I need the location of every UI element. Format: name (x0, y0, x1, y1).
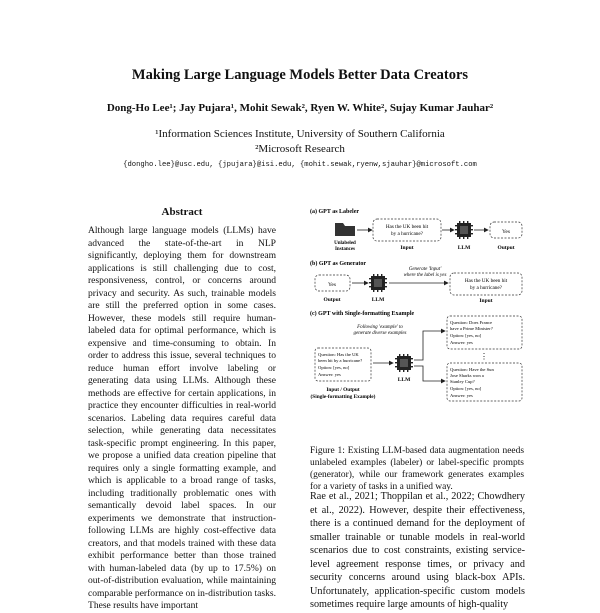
io-label-2: (Single-formatting Example) (310, 394, 376, 400)
abstract-heading: Abstract (161, 206, 203, 218)
gen2-line-2: Jose Sharks won a (450, 373, 484, 378)
panel-a-label: (a) GPT as Labeler (310, 209, 360, 215)
llm-chip-icon (369, 274, 387, 292)
gen1-line-2: have a Prime Minister? (450, 326, 493, 331)
paper-title: Making Large Language Models Better Data Creators (131, 67, 469, 83)
panel-b-label: (b) GPT as Generator (310, 261, 367, 267)
panel-a-output-label: Output (497, 245, 515, 251)
affiliation-1: ¹Information Sciences Institute, University of Southern California (155, 128, 445, 140)
panel-a-input-label: Input (400, 245, 414, 251)
panel-a-llm-label: LLM (457, 245, 471, 251)
panel-c-label: (c) GPT with Single-formatting Example (310, 311, 415, 317)
unlabeled-line-2: Instances (334, 247, 356, 252)
gen2-line-5: Answer: yes (450, 393, 473, 398)
panel-b-note-2: where the label is yes (403, 273, 447, 278)
body-text-right-column: Rae et al., 2021; Thoppilan et al., 2022; Chowdhery et al., 2022). However, despite their effectiveness, there is a continued demand for the deployment of smaller trainable or tunable models in real-world scenarios due to cost constraints, existing service-level agreement response times, or privacy and security concerns around using black-box APIs. Unfortunately, application-specific custom models sometimes require large amounts of high-quality (310, 491, 525, 610)
example-option: Option: [yes, no] (318, 365, 350, 370)
figure-1 (305, 203, 530, 433)
llm-chip-icon (455, 221, 473, 239)
panel-c-note-2: generate diverse examples (353, 331, 407, 336)
gen2-line-4: Option: [yes, no] (450, 386, 482, 391)
panel-b-question-2: by a hurricane? (470, 285, 502, 291)
figure-1-diagram (305, 203, 530, 433)
panel-b-answer: Yes (327, 282, 337, 288)
figure-caption: Figure 1: Existing LLM-based data augmentation needs unlabeled examples (labeler) or label-specific prompts (generator), while our framework generates examples for a variety of tasks in a unified way. (310, 446, 524, 492)
author-emails: {dongho.lee}@usc.edu, {jpujara}@isi.edu, {mohit.sewak,ryenw,sjauhar}@microsoft.com (123, 161, 477, 169)
author-list: Dong-Ho Lee¹; Jay Pujara¹, Mohit Sewak², Ryen W. White², Sujay Kumar Jauhar² (106, 102, 494, 114)
gen1-line-3: Option: [yes, no] (450, 333, 482, 338)
panel-b-input-box (450, 273, 522, 295)
gen1-line-4: Answer: yes (450, 340, 473, 345)
gen1-line-1: Question: Does France (450, 320, 493, 325)
panel-c-llm-label: LLM (397, 377, 411, 383)
example-question-2: been hit by a hurricane? (318, 358, 363, 363)
more-examples-ellipsis: ⋮ (480, 352, 488, 361)
abstract-body: Although large language models (LLMs) have advanced the state-of-the-art in NLP significantly, deploying them for downstream applications is still challenging due to cost, responsiveness, control, or concerns around privacy and security. As such, trainable models are still the preferred option in some cases. However, these models still require human-labeled data for optimal performance, which is expensive and time-consuming to obtain. In order to address this issue, several techniques to reduce human effort involve labeling or generating data using LLMs. Although these methods are effective for certain applications, in practice they encounter difficulties in real-world scenarios. Labeling data requires careful data selection, while generating data necessitates task-specific prompt engineering. In this paper, we propose a unified data creation pipeline that requires only a single formatting example, and which is applicable to a broad range of tasks, including traditionally problematic ones with semantically devoid label spaces. In our experiments we demonstrate that instruction-following LLMs are highly cost-effective data creators, and that models trained with these data exhibit performance better than those trained with human-labeled data (by up to 17.5%) on out-of-distribution evaluation, while maintaining comparable performance on in-distribution tasks. These results have important (88, 225, 276, 611)
panel-a-input-box (373, 219, 441, 241)
example-answer: Answer: yes (318, 372, 341, 377)
panel-b-note-1: Generate 'Input' (408, 267, 442, 272)
panel-b-question-1: Has the UK been hit (464, 278, 508, 284)
panel-b-llm-label: LLM (371, 297, 385, 303)
unlabeled-line-1: Unlabeled (334, 241, 356, 246)
example-question-1: Question: Has the UK (318, 352, 359, 357)
panel-a-question-2: by a hurricane? (391, 231, 423, 237)
panel-b-input-label: Input (479, 298, 493, 304)
panel-a-question-1: Has the UK been hit (385, 224, 429, 230)
folder-icon (335, 223, 355, 236)
gen2-line-3: Stanley Cup? (450, 379, 475, 384)
panel-b-output-label: Output (323, 297, 341, 303)
panel-c-note-1: Following 'example' to (357, 325, 403, 330)
llm-chip-icon (395, 354, 413, 372)
affiliation-2: ²Microsoft Research (255, 143, 345, 155)
io-label-1: Input / Output (326, 387, 360, 393)
gen2-line-1: Question: Have the Sun (450, 367, 494, 372)
panel-a-answer: Yes (501, 229, 511, 235)
